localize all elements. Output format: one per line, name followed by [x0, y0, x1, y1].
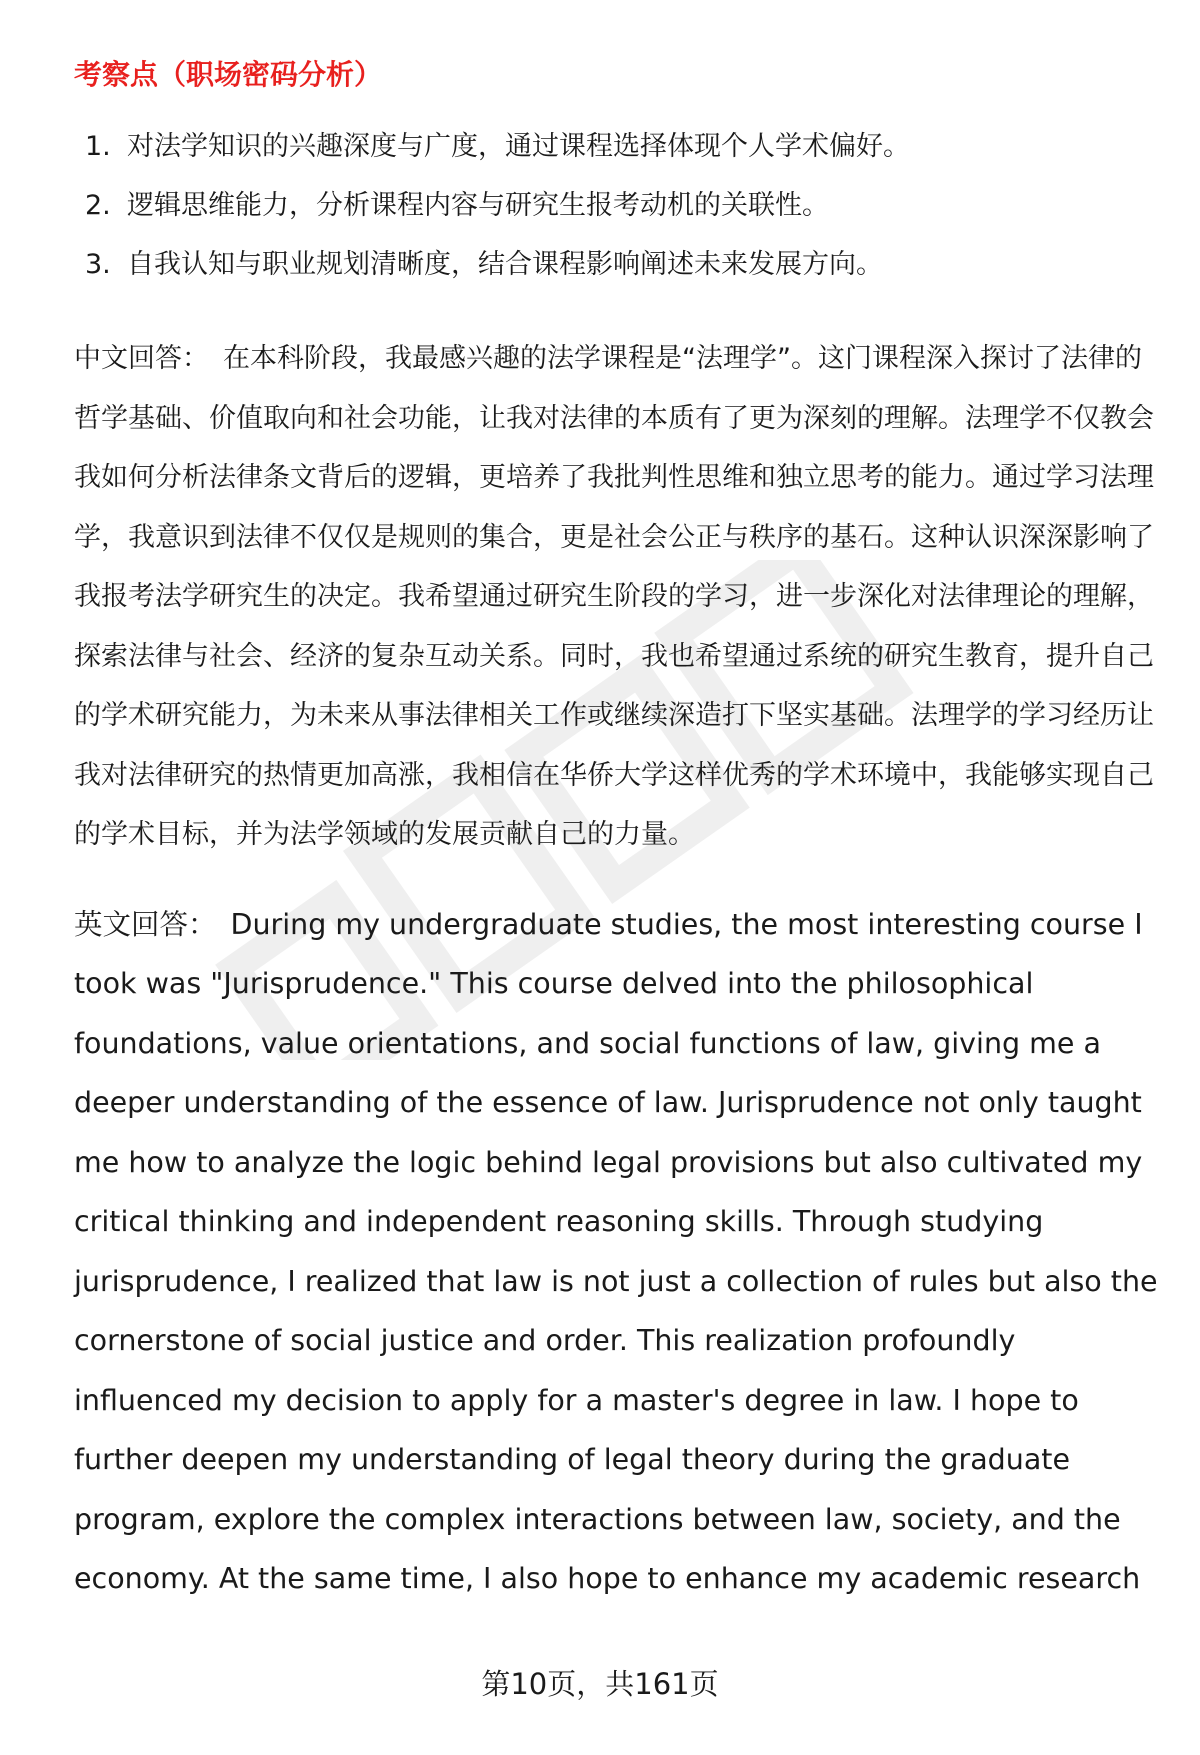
list-item-number: 3.	[85, 249, 111, 280]
list-item	[74, 235, 1159, 294]
list-item-text: 对法学知识的兴趣深度与广度，通过课程选择体现个人学术偏好。	[127, 131, 910, 162]
chinese-answer	[74, 329, 1159, 865]
list-item-text: 自我认知与职业规划清晰度，结合课程影响阐述未来发展方向。	[127, 249, 883, 280]
english-answer-text: During my undergraduate studies, the most interesting course I took was "Jurisprudence." This course delved into the philosophical foundations, value orientations, and social functions of law, giving me a deeper understanding of the essence of law. Jurisprudence not only taught me how to analyze the logic behind legal provisions but also cultivated my critical thinking and independent reasoning skills. Through studying jurisprudence, I realized that law is not just a collection of rules but also the cornerstone of social justice and order. This realization profoundly influenced my decision to apply for a master's degree in law. I hope to further deepen my understanding of legal theory during the graduate program, explore the complex interactions between law, society, and the economy. At the same time, I also hope to enhance my academic research	[74, 907, 1158, 1595]
english-answer	[74, 895, 1159, 1609]
list-item-text: 逻辑思维能力，分析课程内容与研究生报考动机的关联性。	[127, 190, 829, 221]
list-item-number: 2.	[85, 190, 111, 221]
section-title: 考察点（职场密码分析）	[74, 58, 383, 91]
english-answer-label: 英文回答：	[74, 907, 217, 941]
assessment-points-list	[74, 117, 1159, 294]
document-page	[74, 55, 1159, 1609]
list-item	[74, 176, 1159, 235]
chinese-answer-text: 在本科阶段，我最感兴趣的法学课程是“法理学”。这门课程深入探讨了法律的哲学基础、价值取向和社会功能，让我对法律的本质有了更为深刻的理解。法理学不仅教会我如何分析法律条文背后的逻辑，更培养了我批判性思维和独立思考的能力。通过学习法理学，我意识到法律不仅仅是规则的集合，更是社会公正与秩序的基石。这种认识深深影响了我报考法学研究生的决定。我希望通过研究生阶段的学习，进一步深化对法律理论的理解，探索法律与社会、经济的复杂互动关系。同时，我也希望通过系统的研究生教育，提升自己的学术研究能力，为未来从事法律相关工作或继续深造打下坚实基础。法理学的学习经历让我对法律研究的热情更加高涨，我相信在华侨大学这样优秀的学术环境中，我能够实现自己的学术目标，并为法学领域的发展贡献自己的力量。	[74, 343, 1154, 850]
chinese-answer-label: 中文回答：	[74, 343, 209, 374]
list-item	[74, 117, 1159, 176]
list-item-number: 1.	[85, 131, 111, 162]
page-number: 第10页，共161页	[481, 1667, 719, 1701]
